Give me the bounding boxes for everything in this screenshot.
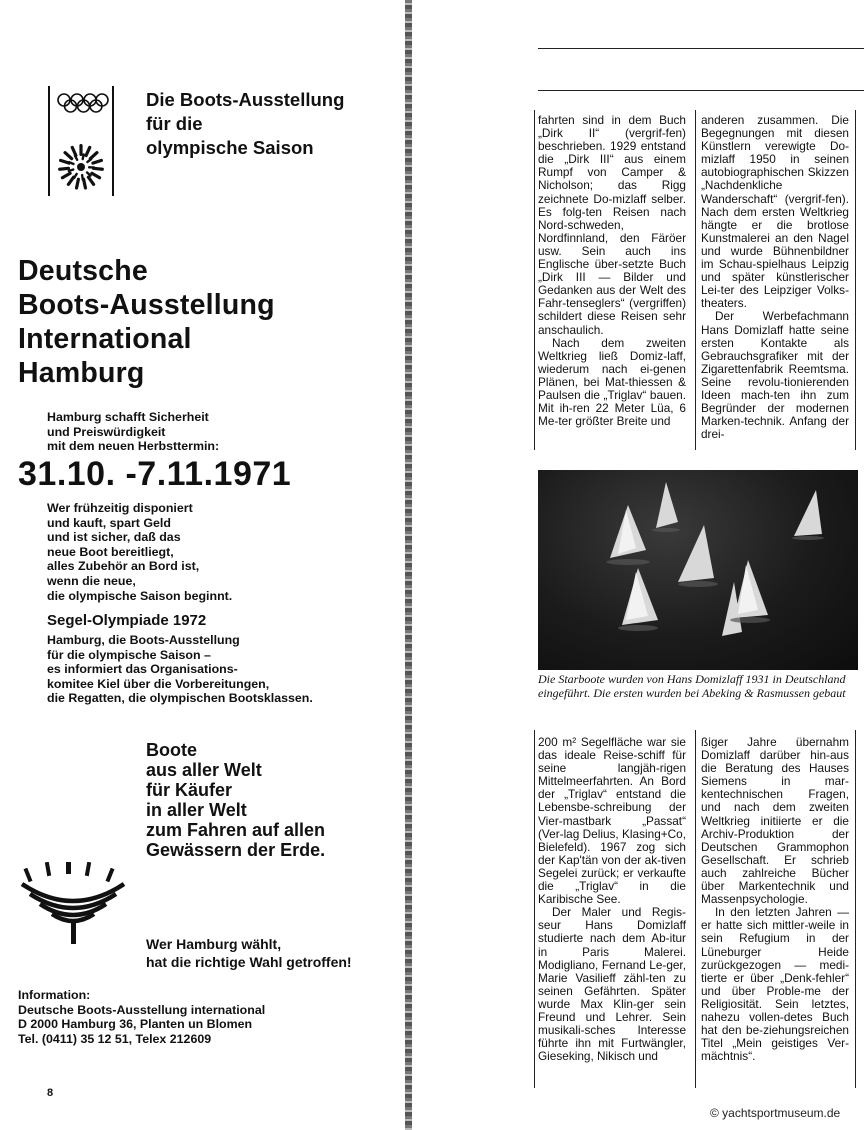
segel-text (47, 633, 313, 706)
article-paragraph: Der Maler und Regis-seur Hans Domizlaff studierte nach dem Ab-itur in Paris Malerei. Modigliano, Fernand Le-ger, Marie Vasilieff zähl-ten zu seinen Gefährten. Später wurde Max Klin-ger sein Freund und Lehrer. Sein musikali-sches Interesse führte ihn mit Furtwängler, Gieseking, Nikisch und (538, 905, 686, 1064)
segel-line: für die olympische Saison – (47, 647, 211, 662)
boote-line: in aller Welt (146, 800, 247, 820)
intro-line: und Preiswürdigkeit (47, 424, 166, 439)
article-col2-top (701, 114, 849, 441)
boote-line: Boote (146, 740, 197, 760)
column-rule-left-bottom (534, 730, 535, 1088)
headline-small (146, 88, 344, 160)
article-paragraph: In den letzten Jahren — er hatte sich mittler-weile in sein Refugium in der Lüneburger Heide zurückgezogen — medi-tierte er über „Denk-fehler“ und über Proble-me der Religiosität. Sein letztes, nahezu vollen-detes Buch hat den be-ziehungsreichen Titel „Mein geistiges Ver-mächtnis“. (701, 905, 849, 1064)
article-col1-bottom (538, 736, 686, 1063)
info-line: Information: (18, 988, 91, 1002)
intro-line: Hamburg schafft Sicherheit (47, 410, 209, 424)
article-paragraph: ßiger Jahre übernahm Domizlaff darüber hin-aus die Beratung des Hauses Siemens in mar-kentechnischen Fragen, und nach dem zweiten Weltkrieg initiierte er die Archiv-Produktion der Deutschen Grammophon Gesellschaft. Er schrieb auch zahlreiche Bücher über Markentechnik und Massenpsychologie. (701, 735, 849, 907)
paragraph-line: wenn die neue, (47, 573, 136, 588)
boote-line: aus aller Welt (146, 760, 262, 780)
page-gutter (405, 0, 412, 1130)
boote-line: zum Fahren auf allen (146, 820, 326, 840)
segel-line: komitee Kiel über die Vorbereitungen, (47, 676, 270, 691)
article-col2-bottom (701, 736, 849, 1063)
column-rule-mid-bottom (695, 730, 696, 1088)
sailboats-image (538, 470, 858, 670)
boote-line: für Käufer (146, 780, 233, 800)
info-line: D 2000 Hamburg 36, Planten un Blomen (18, 1017, 253, 1032)
paragraph-line: die olympische Saison beginnt. (47, 588, 233, 603)
boote-line: Gewässern der Erde. (146, 840, 326, 860)
slogan-line: hat die richtige Wahl getroffen! (146, 954, 352, 970)
slogan-line: Wer Hamburg wählt, (146, 936, 282, 952)
olympic-sunburst-icon (56, 142, 106, 192)
paragraph-line: und kauft, spart Geld (47, 515, 171, 530)
intro-line: mit dem neuen Herbsttermin: (47, 439, 220, 454)
article-paragraph: 200 m² Segelfläche war sie das ideale Reise-schiff für seine langjäh-rigen Mittelmeerfahrten. An Bord der „Triglav“ entstand die Lebensbe-schreibung der Vier-mastbark „Passat“ (Ver-lag Delius, Klasing+Co, Bielefeld). 1967 zog sich der Kap'tän von der ak-tiven Segelei zurück; er verkaufte die „Triglav“ in die Karibische See. (538, 735, 686, 907)
headline-big-line: International (18, 323, 192, 355)
headline-big-line: Boots-Ausstellung (18, 289, 275, 321)
article-paragraph: fahrten sind in dem Buch „Dirk II“ (vergrif-fen) beschrieben. 1929 entstand die „Dirk III“ aus einem Rumpf von Camper & Nicholson; das Rigg zeichnete Do-mizlaff selber. Es folg-ten Reisen nach Nord-schweden, Nordfinnland, den Färöer usw. Sein auch ins Englische über-setzte Buch „Dirk III — Bilder und Gedanken aus der Welt des Fahr-tenseglers“ (vergriffen) schildert diese Reisen sehr anschaulich. (538, 113, 686, 337)
headline-small-line: olympische Saison (146, 137, 314, 158)
info-line: Tel. (0411) 35 12 51, Telex 212609 (18, 1031, 212, 1046)
segel-line: Hamburg, die Boots-Ausstellung (47, 633, 240, 647)
article-paragraph: Der Werbefachmann Hans Domizlaff hatte seine ersten Kontakte als Gebrauchsgrafiker mit der Zigarettenfabrik Reemtsma. Seine revolu-tionierenden Ideen mach-ten ihn zum Begründer der modernen Marken-technik. Anfang der drei- (701, 309, 849, 442)
article-col1-top (538, 114, 686, 428)
headline-big (18, 254, 275, 390)
segel-heading: Segel-Olympiade 1972 (47, 612, 207, 629)
info-block (18, 988, 265, 1046)
segel-line: die Regatten, die olympischen Bootsklassen. (47, 691, 313, 706)
headline-big-line: Deutsche (18, 255, 148, 287)
column-rule-right-bottom (855, 730, 856, 1088)
star-boats-photo (538, 470, 858, 670)
paragraph-line: neue Boot bereitliegt, (47, 544, 174, 559)
photo-caption: Die Starboote wurden von Hans Domizlaff 1931 in Deutschland eingeführt. Die ersten wurden bei Abeking & Rasmussen gebaut (538, 672, 846, 700)
boote-block (146, 740, 325, 860)
watermark: © yachtsportmuseum.de (710, 1106, 841, 1120)
column-rule-right (855, 110, 856, 450)
boat-show-logo-icon (18, 862, 128, 944)
paragraph-1 (47, 501, 232, 603)
olympic-logo-box (48, 86, 114, 196)
exhibition-date: 31.10. -7.11.1971 (18, 455, 292, 493)
article-paragraph: Nach dem zweiten Weltkrieg ließ Domiz-laff, wiederum nach ei-genen Plänen, bei Mat-thiessen & Paulsen die „Triglav“ bauen. Mit ih-ren 22 Meter Lüa, 6 Me-ter größter Breite und (538, 335, 686, 429)
slogan (146, 935, 352, 971)
headline-big-line: Hamburg (18, 357, 145, 389)
headline-small-line: Die Boots-Ausstellung (146, 89, 345, 110)
paragraph-line: alles Zubehör an Bord ist, (47, 559, 200, 574)
segel-line: es informiert das Organisations- (47, 662, 238, 677)
headline-small-line: für die (146, 113, 203, 134)
top-rule-2 (538, 90, 864, 91)
column-rule-mid (695, 110, 696, 450)
top-rule-1 (538, 48, 864, 49)
info-line: Deutsche Boots-Ausstellung international (18, 1002, 266, 1017)
page-number: 8 (47, 1087, 54, 1099)
paragraph-line: und ist sicher, daß das (47, 530, 181, 545)
article-paragraph: anderen zusammen. Die Begegnungen mit diesen Künstlern verewigte Do-mizlaff 1950 in seinen autobiographischen Skizzen „Nachdenkliche Wanderschaft“ (vergrif-fen). Nach dem ersten Weltkrieg hängte er die brotlose Kunstmalerei an den Nagel und wurde Bühnenbildner im Schau-spielhaus Leipzig und später künstlerischer Lei-ter des Leipziger Volks-theaters. (701, 113, 849, 311)
column-rule-left (534, 110, 535, 450)
paragraph-line: Wer frühzeitig disponiert (47, 501, 193, 515)
intro-text (47, 410, 219, 454)
